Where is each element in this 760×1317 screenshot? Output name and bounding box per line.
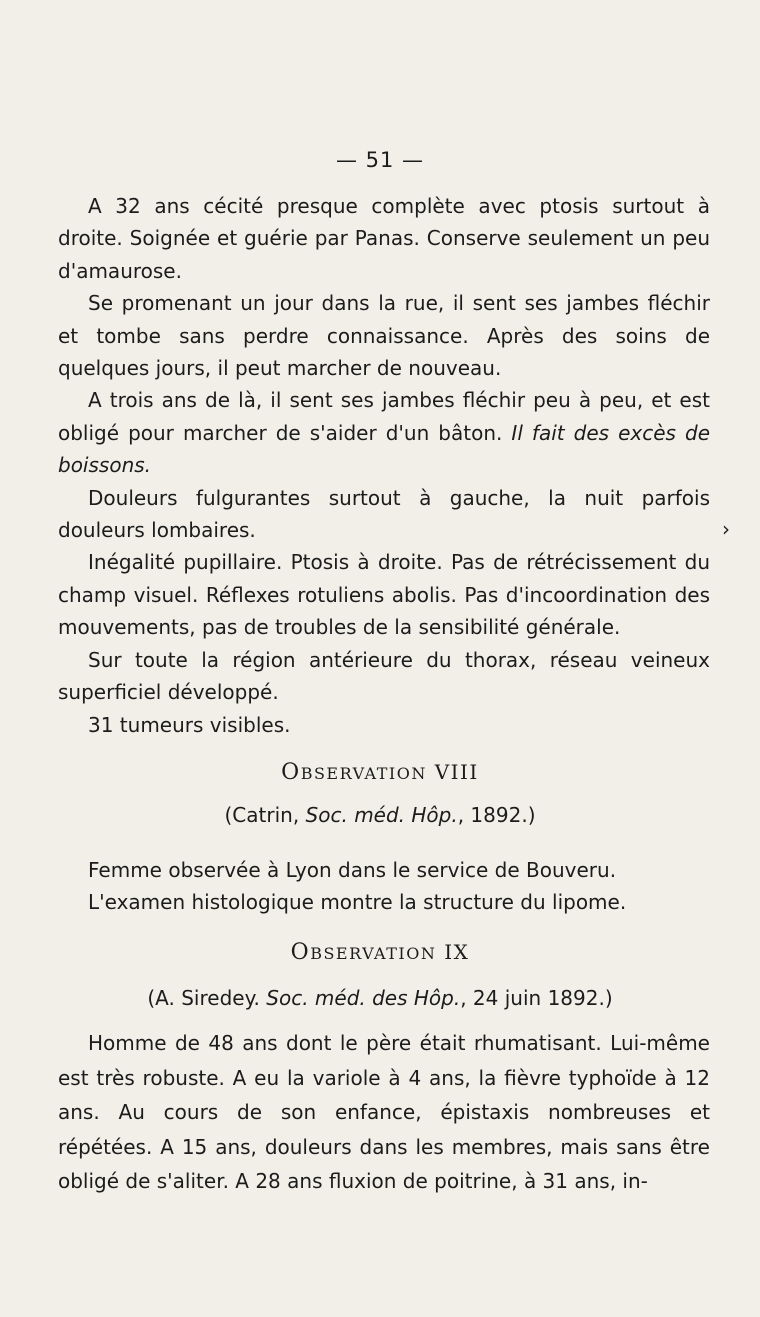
observation-9-title: [0, 940, 760, 965]
paragraph: Douleurs fulgurantes surtout à gauche, la nuit parfois douleurs lombaires.: [58, 485, 710, 543]
title-initial: O: [290, 940, 311, 965]
paragraph: Femme observée à Lyon dans le service de Bouveru.: [88, 858, 617, 882]
title-smallcaps: BSERVATION: [310, 944, 437, 963]
paragraph: L'examen histologique montre la structure du lipome.: [88, 890, 627, 915]
case-text-top: [58, 190, 710, 741]
paragraph: Inégalité pupillaire. Ptosis à droite. Pas de rétrécissement du champ visuel. Réflexes rotuliens abolis. Pas d'incoordination des mouvements, pas de troubles de la sensibilité générale.: [58, 550, 710, 640]
paragraph: Sur toute la région antérieure du thorax, réseau veineux superficiel développé.: [58, 647, 710, 705]
ref-year: , 24 juin 1892.): [460, 986, 613, 1010]
paragraph: Se promenant un jour dans la rue, il sent ses jambes fléchir et tombe sans perdre connaissance. Après des soins de quelques jours, il peut marcher de nouveau.: [58, 291, 710, 381]
paragraph: 31 tumeurs visibles.: [88, 712, 291, 737]
ref-year: , 1892.): [457, 803, 536, 827]
observation-8-text: [58, 854, 710, 919]
title-smallcaps: BSERVATION: [300, 764, 427, 783]
title-initial: O: [281, 760, 301, 785]
paragraph: Homme de 48 ans dont le père était rhumatisant. Lui-même est très robuste. A eu la variole à 4 ans, la fièvre typhoïde à 12 ans. Au cours de son enfance, épistaxis nombreuses et répétées. A 15 ans, douleurs dans les membres, mais sans être obligé de s'aliter. A 28 ans fluxion de poitrine, à 31 ans, in-: [58, 1031, 710, 1193]
margin-mark: ›: [722, 517, 730, 541]
ref-author: (Catrin,: [224, 803, 306, 827]
paragraph-text: A trois ans de là, il sent ses jambes fléchir peu à peu, et est obligé pour marcher de s'aider d'un bâton.: [58, 388, 710, 445]
paragraph: A 32 ans cécité presque complète avec ptosis surtout à droite. Soignée et guérie par Panas. Conserve seulement un peu d'amaurose.: [58, 194, 710, 283]
title-number: VIII: [434, 760, 479, 784]
title-number: IX: [444, 940, 470, 964]
observation-9-reference: [0, 986, 760, 1010]
observation-8-reference: [0, 803, 760, 827]
observation-9-text: [58, 1026, 710, 1199]
italic-remark: Il fait des excès de boissons.: [58, 420, 710, 478]
ref-journal: Soc. méd. des Hôp.: [266, 986, 461, 1010]
ref-journal: Soc. méd. Hôp.: [305, 803, 458, 827]
page-number: — 51 —: [335, 148, 425, 172]
ref-author: (A. Siredey.: [147, 986, 267, 1010]
observation-8-title: [0, 760, 760, 785]
paragraph: [58, 384, 710, 481]
